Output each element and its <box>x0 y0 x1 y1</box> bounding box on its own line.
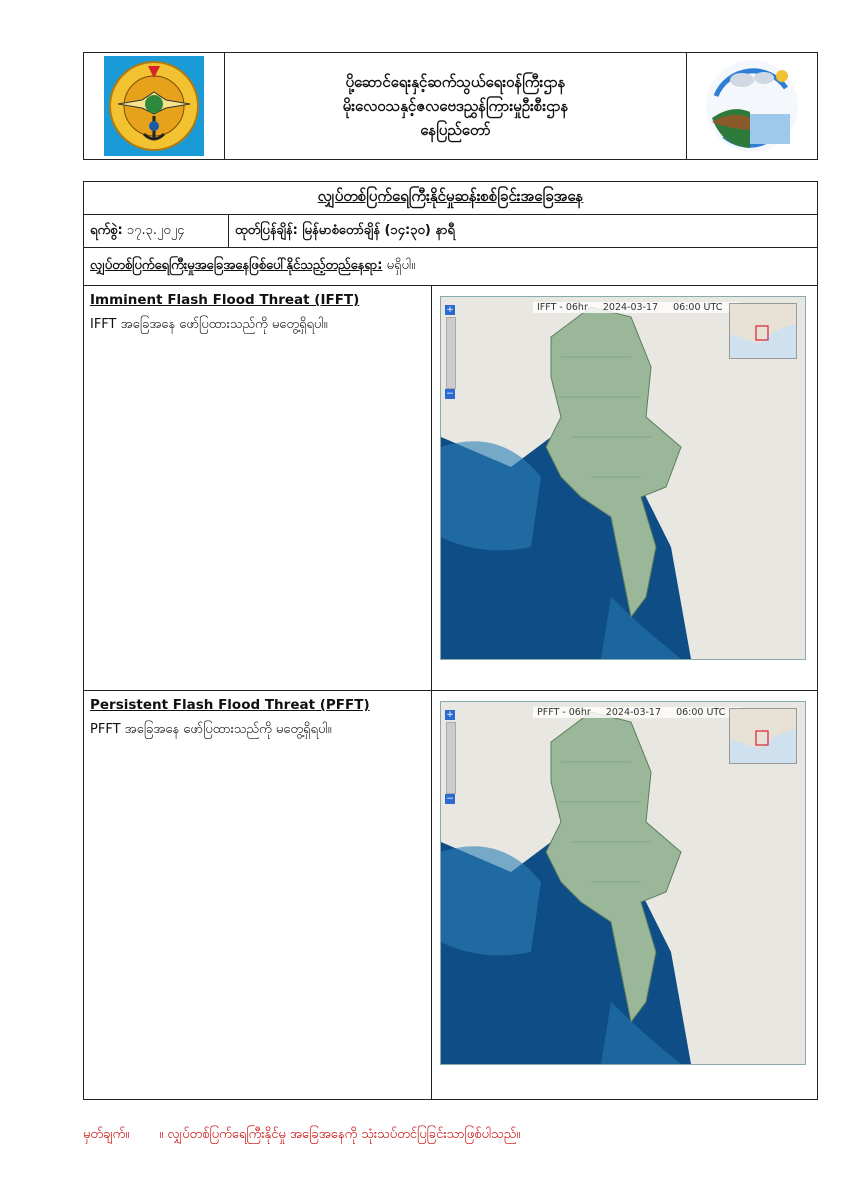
date-row <box>84 215 817 248</box>
hydrology-cycle-icon <box>702 56 802 156</box>
letterhead-title <box>225 53 686 159</box>
map-product: PFFT - 06hr <box>537 707 591 718</box>
zoom-out-icon[interactable]: − <box>446 389 454 399</box>
zoom-slider[interactable] <box>446 317 456 389</box>
overview-inset-map <box>729 708 797 764</box>
pfft-map <box>440 701 806 1065</box>
map-product: IFFT - 06hr <box>537 302 588 313</box>
zoom-out-icon[interactable]: − <box>446 794 454 804</box>
pfft-heading: Persistent Flash Flood Threat (PFFT) <box>90 697 370 713</box>
map-date: 2024-03-17 <box>602 302 659 313</box>
right-logo-cell <box>686 53 817 159</box>
overview-inset-map <box>729 303 797 359</box>
map-zoom-control[interactable] <box>445 710 455 804</box>
letterhead <box>83 52 818 160</box>
map-time: 06:00 UTC <box>673 302 723 313</box>
map-zoom-control[interactable] <box>445 305 455 399</box>
map-time: 06:00 UTC <box>676 707 726 718</box>
ifft-map-caption <box>533 302 738 313</box>
report-title: လျှပ်တစ်ပြက်ရေကြီးနိုင်မှုဆန်းစစ်ခြင်းအခြေအနေ <box>84 182 817 215</box>
date-value: ၁၇.၃.၂၀၂၄ <box>126 222 185 238</box>
ifft-heading: Imminent Flash Flood Threat (IFFT) <box>90 292 360 308</box>
ifft-map <box>440 296 806 660</box>
footnote-label: မှတ်ချက်။ <box>83 1127 130 1142</box>
zoom-in-icon[interactable]: + <box>446 305 454 315</box>
date-cell <box>84 215 229 247</box>
ifft-section <box>84 286 817 691</box>
inset-map-icon <box>730 709 796 763</box>
pfft-text-cell <box>84 691 432 1099</box>
inset-map-icon <box>730 304 796 358</box>
pfft-section <box>84 691 817 1099</box>
pfft-map-cell <box>432 691 817 1099</box>
map-date: 2024-03-17 <box>605 707 662 718</box>
left-logo-cell <box>84 53 225 159</box>
location-label: လျှပ်တစ်ပြက်ရေကြီးမှုအခြေအနေဖြစ်ပေါ်နိုင်သည့်တည်နေရာ: <box>90 258 383 273</box>
ministry-name: ပို့ဆောင်ရေးနှင့်ဆက်သွယ်ရေးဝန်ကြီးဌာန <box>345 73 566 91</box>
ifft-description: IFFT အခြေအနေ ဖော်ပြထားသည်ကို မတွေ့ရှိရပါ။ <box>90 317 328 332</box>
ifft-map-cell <box>432 286 817 690</box>
ministry-emblem-icon <box>104 56 204 156</box>
ifft-text-cell <box>84 286 432 690</box>
date-label: ရက်စွဲ: <box>90 222 123 238</box>
pfft-description: PFFT အခြေအနေ ဖော်ပြထားသည်ကို မတွေ့ရှိရပါ။ <box>90 722 332 737</box>
footnote <box>83 1126 546 1145</box>
location-value: မရှိပါ။ <box>386 258 416 273</box>
issue-time: ထုတ်ပြန်ချိန်: မြန်မာစံတော်ချိန် (၁၄:၃၀) နာရီ <box>235 222 455 238</box>
zoom-in-icon[interactable]: + <box>446 710 454 720</box>
report-table <box>83 181 818 1100</box>
city-name: နေပြည်တော် <box>420 121 491 139</box>
pfft-map-caption <box>533 707 741 718</box>
department-name: မိုးလေဝသနှင့်ဇလဗေဒညွှန်ကြားမှုဦးစီးဌာန <box>342 97 569 115</box>
footnote-text: ။ လျှပ်တစ်ပြက်ရေကြီးနိုင်မှု အခြေအနေကို သုံးသပ်တင်ပြခြင်းသာဖြစ်ပါသည်။ <box>159 1127 521 1142</box>
zoom-slider[interactable] <box>446 722 456 794</box>
location-row <box>84 248 817 286</box>
